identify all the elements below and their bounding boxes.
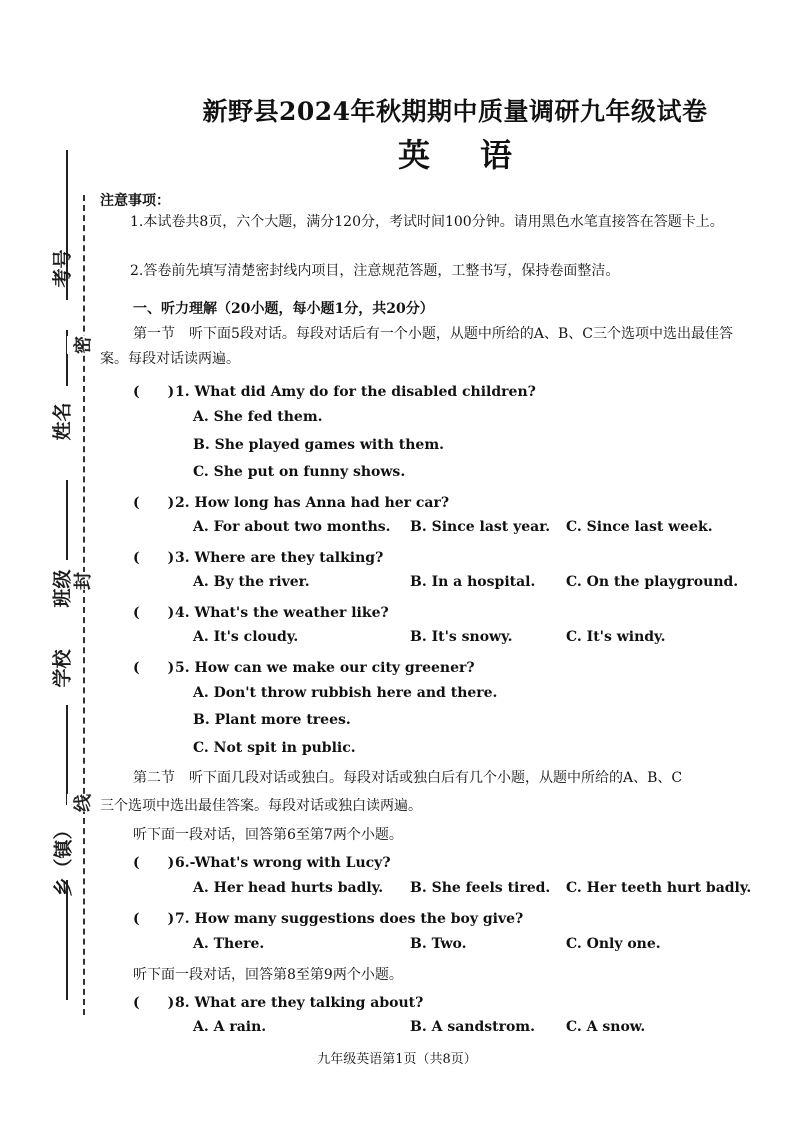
- part2-instructions-line1: 第二节 听下面几段对话或独白。每段对话或独白后有几个小题，从题中所给的A、B、C: [133, 770, 683, 786]
- question-stem: 1. What did Amy do for the disabled children?: [175, 384, 536, 400]
- question-7: [133, 908, 523, 928]
- section-heading-listening: 一、听力理解（20小题，每小题1分，共20分）: [133, 301, 434, 317]
- q3-option-b: B. In a hospital.: [410, 574, 536, 590]
- question-2: [133, 492, 449, 512]
- town-label: 乡（镇）: [52, 820, 75, 897]
- q1-option-c: C. She put on funny shows.: [193, 464, 406, 480]
- q2-option-b: B. Since last year.: [410, 519, 551, 535]
- seal-dashed-line: [83, 195, 85, 1015]
- q7-option-b: B. Two.: [410, 936, 467, 952]
- q1-option-a: A. She fed them.: [193, 409, 323, 425]
- q4-option-a: A. It's cloudy.: [193, 629, 299, 645]
- part1-instructions: 第一节 听下面5段对话。每段对话后有一个小题，从题中所给的A、B、C三个选项中选出最佳答案。每段对话读两遍。: [100, 326, 734, 367]
- question-4: [133, 602, 389, 622]
- question-6: [133, 852, 391, 872]
- exam-title: 新野县2024年秋期期中质量调研九年级试卷: [202, 97, 708, 126]
- q2-option-c: C. Since last week.: [566, 519, 713, 535]
- seal-char-xian: 线: [67, 794, 97, 812]
- q4-option-c: C. It's windy.: [566, 629, 666, 645]
- question-3: [133, 547, 383, 567]
- seal-char-mi: 密: [67, 336, 97, 354]
- answer-blank: ( ): [133, 995, 175, 1011]
- q5-option-c: C. Not spit in public.: [193, 740, 356, 756]
- school-label: 学校: [51, 649, 74, 688]
- question-stem: 4. What's the weather like?: [175, 605, 389, 621]
- school-write-line: [66, 705, 68, 805]
- q8-option-b: B. A sandstrom.: [410, 1019, 535, 1035]
- note-item-1: 1.本试卷共8页，六个大题，满分120分，考试时间100分钟。请用黑色水笔直接答在答题卡上。: [130, 214, 724, 230]
- q6-option-a: A. Her head hurts badly.: [193, 880, 384, 896]
- q5-option-a: A. Don't throw rubbish here and there.: [193, 685, 498, 701]
- class-label: 班级: [51, 569, 74, 608]
- notes-heading: 注意事项：: [100, 193, 170, 209]
- class-write-line: [66, 480, 68, 560]
- question-stem: 5. How can we make our city greener?: [175, 660, 475, 676]
- name-label: 姓名: [51, 402, 74, 441]
- question-8: [133, 992, 423, 1012]
- question-stem: 3. Where are they talking?: [175, 550, 384, 566]
- question-stem: 8. What are they talking about?: [175, 995, 424, 1011]
- seal-char-feng: 封: [67, 572, 97, 590]
- town-write-line: [66, 880, 68, 1000]
- question-stem: 6.-What's wrong with Lucy?: [175, 855, 391, 871]
- listen-instruction-6-7: 听下面一段对话，回答第6至第7两个小题。: [133, 827, 403, 843]
- q8-option-a: A. A rain.: [193, 1019, 267, 1035]
- answer-blank: ( ): [133, 550, 175, 566]
- q1-option-b: B. She played games with them.: [193, 437, 445, 453]
- q5-option-b: B. Plant more trees.: [193, 712, 351, 728]
- page-footer: 九年级英语第1页（共8页）: [317, 1052, 477, 1067]
- binding-margin: [0, 0, 100, 1123]
- answer-blank: ( ): [133, 911, 175, 927]
- question-stem: 7. How many suggestions does the boy give?: [175, 911, 524, 927]
- subject-title: 英语: [397, 136, 562, 174]
- q3-option-a: A. By the river.: [193, 574, 310, 590]
- question-1: [133, 381, 536, 401]
- question-5: [133, 657, 475, 677]
- question-stem: 2. How long has Anna had her car?: [175, 495, 450, 511]
- exam-no-label: 考号: [51, 249, 74, 288]
- part2-instructions-line2: 三个选项中选出最佳答案。每段对话或独白读两遍。: [100, 798, 422, 814]
- q3-option-c: C. On the playground.: [566, 574, 739, 590]
- answer-blank: ( ): [133, 605, 175, 621]
- answer-blank: ( ): [133, 384, 175, 400]
- answer-blank: ( ): [133, 855, 175, 871]
- q2-option-a: A. For about two months.: [193, 519, 391, 535]
- note-item-2: 2.答卷前先填写清楚密封线内项目，注意规范答题，工整书写，保持卷面整洁。: [130, 263, 620, 279]
- listen-instruction-8-9: 听下面一段对话，回答第8至第9两个小题。: [133, 967, 403, 983]
- q7-option-a: A. There.: [193, 936, 265, 952]
- q8-option-c: C. A snow.: [566, 1019, 646, 1035]
- q6-option-b: B. She feels tired.: [410, 880, 551, 896]
- q7-option-c: C. Only one.: [566, 936, 661, 952]
- answer-blank: ( ): [133, 660, 175, 676]
- answer-blank: ( ): [133, 495, 175, 511]
- q4-option-b: B. It's snowy.: [410, 629, 513, 645]
- q6-option-c: C. Her teeth hurt badly.: [566, 880, 752, 896]
